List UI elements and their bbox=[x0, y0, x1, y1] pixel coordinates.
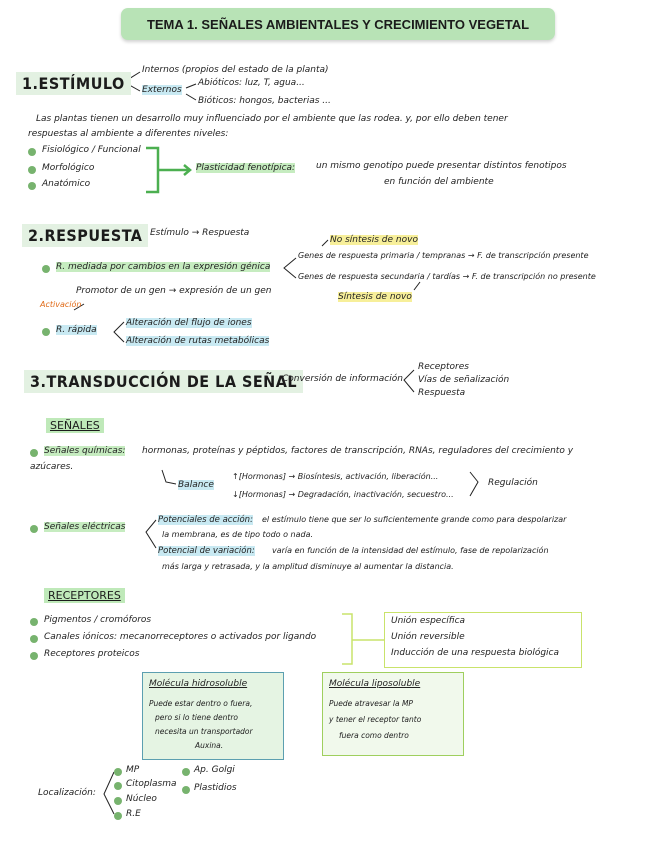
plasticidad-def-1: un mismo genotipo puede presentar distintos fenotipos bbox=[316, 161, 567, 171]
receptor-item: Pigmentos / cromóforos bbox=[44, 615, 152, 625]
bioticos-label: Bióticos: hongos, bacterias ... bbox=[198, 96, 331, 106]
receptor-prop: Unión reversible bbox=[391, 632, 465, 642]
genes-primarios: Genes de respuesta primaria / tempranas → F. de transcripción presente bbox=[298, 251, 589, 260]
potencial-var-label: Potencial de variación: bbox=[158, 546, 255, 556]
hidrosoluble-title: Molécula hidrosoluble bbox=[149, 679, 248, 689]
intro-line-2: respuestas al ambiente a diferentes niveles: bbox=[28, 129, 229, 139]
electricas-label: Señales eléctricas bbox=[44, 522, 126, 532]
bullet-icon bbox=[42, 328, 50, 336]
loc-item: Núcleo bbox=[126, 794, 157, 804]
level-item: Fisiológico / Funcional bbox=[42, 145, 141, 155]
quimicas-label: Señales químicas: bbox=[44, 446, 126, 456]
potencial-accion-label: Potenciales de acción: bbox=[158, 515, 253, 525]
receptor-item: Canales iónicos: mecanorreceptores o activados por ligando bbox=[44, 632, 317, 642]
section-heading-respuesta: 2.RESPUESTA bbox=[22, 224, 148, 247]
bullet-icon bbox=[30, 525, 38, 533]
potencial-accion-2: la membrana, es de tipo todo o nada. bbox=[162, 530, 314, 539]
receptores-subheading: RECEPTORES bbox=[44, 588, 125, 603]
rapida-item: Alteración del flujo de iones bbox=[126, 318, 252, 328]
conversion-label: Conversión de información bbox=[282, 374, 403, 384]
section-heading-transduccion: 3.TRANSDUCCIÓN DE LA SEÑAL bbox=[24, 370, 303, 393]
loc-item: MP bbox=[126, 765, 140, 775]
loc-item: R.E bbox=[126, 809, 141, 819]
loc-item: Citoplasma bbox=[126, 779, 177, 789]
bullet-icon bbox=[114, 768, 122, 776]
receptor-prop: Unión específica bbox=[391, 616, 466, 626]
liposoluble-text: fuera como dentro bbox=[339, 731, 409, 740]
plasticidad-def-2: en función del ambiente bbox=[384, 177, 494, 187]
hidrosoluble-text: necesita un transportador bbox=[155, 727, 253, 736]
bullet-icon bbox=[30, 449, 38, 457]
potencial-var-2: más larga y retrasada, y la amplitud disminuye al aumentar la distancia. bbox=[162, 562, 454, 571]
bullet-icon bbox=[30, 652, 38, 660]
potencial-var-1: varía en función de la intensidad del estímulo, fase de repolarización bbox=[272, 546, 549, 555]
rapida-label: R. rápida bbox=[56, 325, 97, 335]
liposoluble-box bbox=[322, 672, 464, 756]
receptor-item: Receptores proteicos bbox=[44, 649, 140, 659]
hidrosoluble-box bbox=[142, 672, 284, 760]
genes-secundarios: Genes de respuesta secundaria / tardías → F. de transcripción no presente bbox=[298, 272, 596, 281]
quimicas-text-2: azúcares. bbox=[30, 462, 74, 472]
hidrosoluble-text: pero si lo tiene dentro bbox=[155, 713, 238, 722]
liposoluble-text: y tener el receptor tanto bbox=[329, 715, 422, 724]
level-item: Anatómico bbox=[42, 179, 91, 189]
potencial-accion-1: el estímulo tiene que ser lo suficientemente grande como para despolarizar bbox=[262, 515, 567, 524]
balance-down: ↓[Hormonas] → Degradación, inactivación, secuestro... bbox=[232, 490, 454, 499]
liposoluble-text: Puede atravesar la MP bbox=[329, 699, 413, 708]
bullet-icon bbox=[30, 635, 38, 643]
no-sintesis-label: No síntesis de novo bbox=[330, 235, 418, 245]
conversion-item: Respuesta bbox=[418, 388, 466, 398]
flow-label: Estímulo → Respuesta bbox=[150, 228, 250, 238]
plasticidad-label: Plasticidad fenotípica: bbox=[196, 163, 296, 173]
loc-item: Ap. Golgi bbox=[194, 765, 235, 775]
rapida-item: Alteración de rutas metabólicas bbox=[126, 336, 270, 346]
internos-label: Internos (propios del estado de la planta) bbox=[142, 65, 329, 75]
externos-label: Externos bbox=[142, 85, 182, 95]
loc-item: Plastidios bbox=[194, 783, 237, 793]
bullet-icon bbox=[182, 786, 190, 794]
localizacion-label: Localización: bbox=[38, 788, 96, 798]
receptor-prop: Inducción de una respuesta biológica bbox=[391, 648, 560, 658]
bullet-icon bbox=[28, 148, 36, 156]
activacion-label: Activación bbox=[40, 300, 82, 309]
balance-label: Balance bbox=[178, 480, 214, 490]
bullet-icon bbox=[42, 265, 50, 273]
intro-line-1: Las plantas tienen un desarrollo muy influenciado por el ambiente que las rodea. y, por ello deben tener bbox=[36, 114, 508, 124]
bullet-icon bbox=[30, 618, 38, 626]
abioticos-label: Abióticos: luz, T, agua... bbox=[198, 78, 305, 88]
bullet-icon bbox=[114, 782, 122, 790]
page-title: TEMA 1. SEÑALES AMBIENTALES Y CRECIMIENTO VEGETAL bbox=[121, 8, 555, 40]
conversion-item: Receptores bbox=[418, 362, 469, 372]
liposoluble-title: Molécula liposoluble bbox=[329, 679, 421, 689]
section-heading-estimulo: 1.ESTÍMULO bbox=[16, 72, 131, 95]
sintesis-label: Síntesis de novo bbox=[338, 292, 412, 302]
senales-subheading: SEÑALES bbox=[46, 418, 104, 433]
balance-up: ↑[Hormonas] → Biosíntesis, activación, liberación... bbox=[232, 472, 439, 481]
promotor-label: Promotor de un gen → expresión de un gen bbox=[76, 286, 272, 296]
regulacion-label: Regulación bbox=[488, 478, 538, 488]
hidrosoluble-text: Auxina. bbox=[195, 741, 224, 750]
bullet-icon bbox=[28, 166, 36, 174]
bullet-icon bbox=[114, 797, 122, 805]
bullet-icon bbox=[182, 768, 190, 776]
hidrosoluble-text: Puede estar dentro o fuera, bbox=[149, 699, 253, 708]
receptor-props-box bbox=[384, 612, 582, 668]
bullet-icon bbox=[28, 182, 36, 190]
mediada-label: R. mediada por cambios en la expresión génica bbox=[56, 262, 271, 272]
level-item: Morfológico bbox=[42, 163, 95, 173]
conversion-item: Vías de señalización bbox=[418, 375, 510, 385]
bullet-icon bbox=[114, 812, 122, 820]
quimicas-text-1: hormonas, proteínas y péptidos, factores de transcripción, RNAs, reguladores del crecimiento y bbox=[142, 446, 574, 456]
